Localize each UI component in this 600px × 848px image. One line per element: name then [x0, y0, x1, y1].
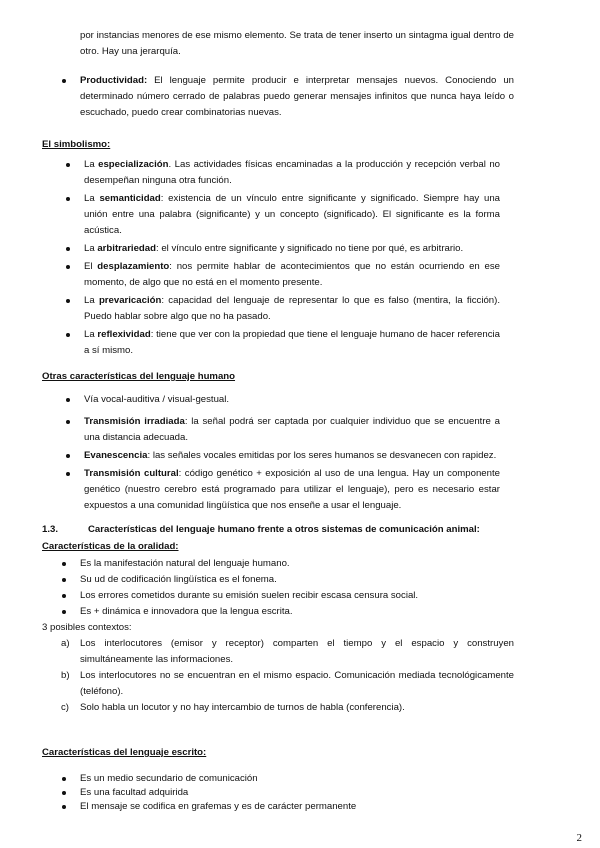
list-item: La semanticidad: existencia de un vínculo entre significante y significado. Siempre hay una unión entre una palabra (significante) y un concepto (significado). El significante es la forma acústica.: [84, 191, 500, 239]
list-item: Es la manifestación natural del lenguaje humano.: [80, 556, 510, 572]
otras-list: [84, 392, 500, 514]
list-item: El mensaje se codifica en grafemas y es de carácter permanente: [80, 800, 510, 814]
term-productividad: Productividad:: [80, 75, 148, 86]
list-item: La arbitrariedad: el vínculo entre significante y significado no tiene por qué, es arbitrario.: [84, 241, 500, 257]
escrito-heading: Características del lenguaje escrito:: [42, 747, 207, 758]
list-item: Es + dinámica e innovadora que la lengua escrita.: [80, 604, 510, 620]
bullet-icon: [66, 472, 70, 476]
productividad-list: [80, 73, 514, 121]
list-item: Vía vocal-auditiva / visual-gestual.: [84, 392, 500, 408]
continuation-paragraph: por instancias menores de ese mismo elemento. Se trata de tener inserto un sintagma igual dentro de otro. Hay una jerarquía.: [80, 30, 514, 57]
bullet-icon: [62, 791, 66, 795]
list-item: Su ud de codificación lingüística es el fonema.: [80, 572, 510, 588]
contexts-list: [61, 636, 514, 716]
list-item: Es un medio secundario de comunicación: [80, 772, 510, 786]
list-item: La especialización. Las actividades físicas encaminadas a la producción y recepción verbal no desempeñan ninguna otra función.: [84, 157, 500, 189]
bullet-icon: [66, 454, 70, 458]
escrito-list: [80, 772, 510, 814]
bullet-icon: [62, 562, 66, 566]
bullet-icon: [66, 197, 70, 201]
bullet-icon: [66, 163, 70, 167]
bullet-icon: [62, 79, 66, 83]
list-item: b) Los interlocutores no se encuentran en el mismo espacio. Comunicación mediada tecnológicamente (teléfono).: [61, 670, 514, 697]
bullet-icon: [66, 299, 70, 303]
bullet-icon: [66, 333, 70, 337]
list-item: El desplazamiento: nos permite hablar de acontecimientos que no están ocurriendo en ese momento, de algo que no está en el momento presente.: [84, 259, 500, 291]
list-item: Evanescencia: las señales vocales emitidas por los seres humanos se desvanecen con rapidez.: [84, 448, 500, 464]
list-item: c) Solo habla un locutor y no hay intercambio de turnos de habla (conferencia).: [61, 702, 405, 713]
list-item: a) Los interlocutores (emisor y receptor) comparten el tiempo y el espacio y construyen simultáneamente las informaciones.: [61, 638, 514, 665]
bullet-icon: [62, 777, 66, 781]
simbolismo-list: [84, 157, 500, 359]
otras-heading: Otras características del lenguaje humano: [42, 371, 236, 382]
bullet-icon: [62, 610, 66, 614]
bullet-icon: [62, 578, 66, 582]
oralidad-list: [80, 556, 510, 620]
list-item: Transmisión cultural: código genético + exposición al uso de una lengua. Hay un componente genético (nuestro cerebro está programado para utilizar el lenguaje), pero es necesario estar expuestos a una comunidad lingüística que nos enseñe a usar el lenguaje.: [84, 466, 500, 514]
list-item: Los errores cometidos durante su emisión suelen recibir escasa censura social.: [80, 588, 510, 604]
bullet-icon: [66, 265, 70, 269]
bullet-icon: [62, 805, 66, 809]
section-1-3-title: 1.3. Características del lenguaje humano frente a otros sistemas de comunicación animal:: [42, 524, 480, 535]
list-item: La prevaricación: capacidad del lenguaje de representar lo que es falso (mentira, la ficción). Puedo hablar sobre algo que no ha pasado.: [84, 293, 500, 325]
contexts-label: 3 posibles contextos:: [42, 622, 132, 633]
list-item: Productividad: El lenguaje permite producir e interpretar mensajes nuevos. Conociendo un determinado número cerrado de palabras puedo generar mensajes infinitos que nunca haya leído o escuchado, puedo crear combinatorias nuevas.: [80, 73, 514, 121]
bullet-icon: [66, 420, 70, 424]
bullet-icon: [66, 398, 70, 402]
bullet-icon: [66, 247, 70, 251]
bullet-icon: [62, 594, 66, 598]
list-item: La reflexividad: tiene que ver con la propiedad que tiene el lenguaje humano de hacer referencia a sí mismo.: [84, 327, 500, 359]
page-number: 2: [576, 832, 582, 844]
simbolismo-heading: El simbolismo:: [42, 139, 111, 150]
oralidad-heading: Características de la oralidad:: [42, 541, 179, 552]
list-item: Transmisión irradiada: la señal podrá ser captada por cualquier individuo que se encuentre a una distancia adecuada.: [84, 414, 500, 446]
list-item: Es una facultad adquirida: [80, 786, 510, 800]
